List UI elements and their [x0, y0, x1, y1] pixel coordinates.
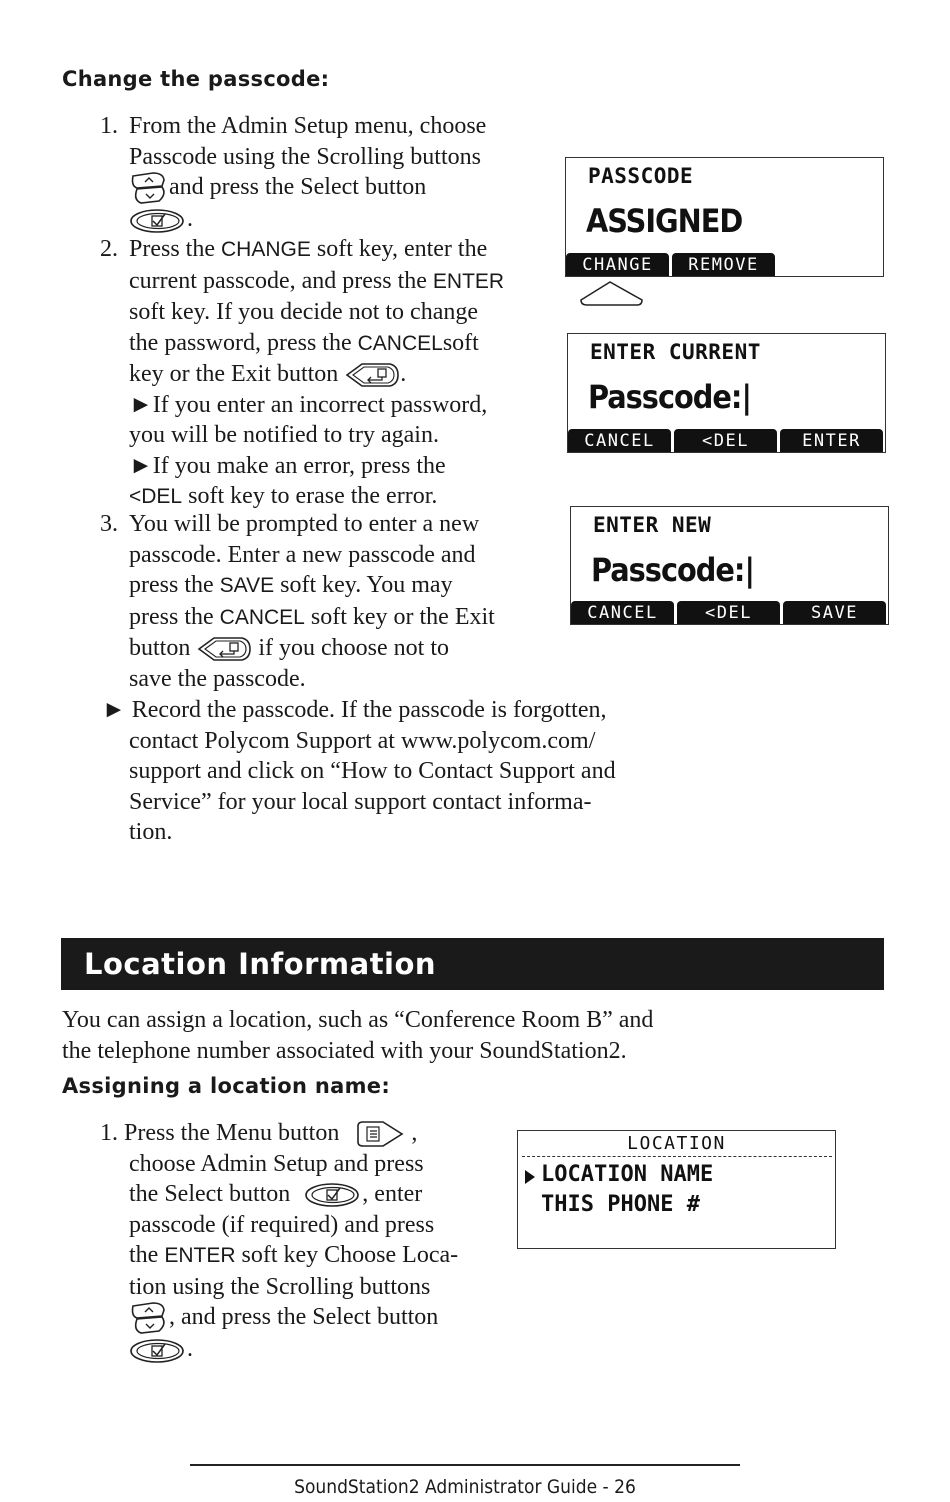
- step-text: , enter: [362, 1181, 423, 1207]
- step-text: soft key or the Exit: [304, 603, 495, 630]
- pointer-arrow-icon: [579, 280, 645, 308]
- step-text: soft: [442, 329, 479, 356]
- lcd-line-1: PASSCODE: [588, 164, 694, 188]
- softkey-del[interactable]: <DEL: [674, 429, 777, 452]
- step-text: soft key, enter the: [310, 236, 488, 262]
- step-text: soft key. If you decide not to change: [129, 299, 478, 325]
- softkey-row: [571, 601, 886, 624]
- softkey-cancel[interactable]: CANCEL: [571, 601, 674, 624]
- step-text: ►If you make an error, press the: [129, 452, 446, 479]
- softkey-cancel[interactable]: CANCEL: [568, 429, 671, 452]
- step-text: From the Admin Setup menu, choose: [129, 113, 487, 139]
- step-text: tion using the Scrolling buttons: [129, 1273, 431, 1300]
- footer-divider: [190, 1464, 740, 1466]
- note-text: tion.: [129, 819, 173, 845]
- step-text: passcode. Enter a new passcode and: [129, 541, 476, 568]
- step-3: [100, 509, 495, 694]
- softkey-enter[interactable]: ENTER: [780, 429, 883, 452]
- softkey-name: CANCEL: [219, 605, 305, 629]
- step-text: You will be prompted to enter a new: [129, 511, 480, 537]
- section-title: Location Information: [84, 947, 437, 981]
- scroll-buttons-icon: [129, 1302, 169, 1334]
- step-text: the password, press the: [129, 329, 358, 356]
- subheading: Assigning a location name:: [62, 1074, 391, 1098]
- step-number: 2.: [100, 236, 118, 262]
- step-text: Passcode using the Scrolling buttons: [129, 143, 481, 170]
- step-text: save the passcode.: [129, 665, 306, 692]
- softkey-name: CANCEL: [357, 331, 443, 355]
- lcd-passcode-screen: [565, 157, 884, 277]
- note-text: support and click on “How to Contact Support and: [129, 758, 616, 784]
- lcd-location-screen: [517, 1130, 836, 1249]
- step-2: [100, 234, 504, 513]
- step-text: , and press the Select button: [169, 1304, 439, 1330]
- exit-button-icon: [196, 635, 252, 663]
- step-text: current passcode, and press the: [129, 267, 433, 294]
- page-footer: SoundStation2 Administrator Guide - 26: [294, 1476, 636, 1498]
- note-text: ► Record the passcode. If the passcode is forgotten,: [102, 697, 607, 723]
- step-text: soft key to erase the error.: [182, 483, 438, 509]
- step-text: press the: [129, 603, 220, 630]
- select-button-icon: [304, 1182, 362, 1208]
- punctuation: .: [400, 361, 407, 387]
- step-text: the: [129, 1242, 165, 1268]
- step-text: soft key Choose Loca-: [235, 1242, 459, 1268]
- step-text: key or the Exit button: [129, 361, 339, 387]
- lcd-line-2: Passcode:|: [588, 378, 751, 416]
- punctuation: ,: [405, 1120, 418, 1146]
- lcd-enter-new-screen: [570, 506, 889, 625]
- lcd-line-2: ASSIGNED: [586, 202, 743, 240]
- step-text: if you choose not to: [252, 635, 449, 661]
- lcd-line-2: Passcode:|: [591, 551, 754, 589]
- step-number: 3.: [100, 511, 118, 537]
- menu-button-icon: [355, 1120, 405, 1148]
- softkey-name: SAVE: [219, 574, 275, 597]
- select-button-icon: [129, 1338, 187, 1364]
- lcd-line-1: ENTER NEW: [593, 513, 712, 537]
- selection-cursor-icon: [524, 1169, 536, 1185]
- step-text: and press the Select button: [169, 174, 427, 200]
- menu-item-this-phone[interactable]: THIS PHONE #: [541, 1192, 700, 1217]
- step-text: soft key. You may: [274, 572, 453, 598]
- softkey-del[interactable]: <DEL: [677, 601, 780, 624]
- scroll-buttons-icon: [129, 172, 169, 204]
- record-passcode-note: [102, 695, 616, 848]
- lcd-divider: [522, 1156, 832, 1157]
- intro-text: You can assign a location, such as “Conference Room B” and: [62, 1007, 654, 1033]
- section-title-bar: [61, 938, 884, 990]
- section-heading: Change the passcode:: [62, 67, 330, 91]
- softkey-save[interactable]: SAVE: [783, 601, 886, 624]
- softkey-remove[interactable]: REMOVE: [672, 253, 775, 276]
- step-text: you will be notified to try again.: [129, 422, 439, 448]
- punctuation: .: [187, 1336, 193, 1363]
- step-text: passcode (if required) and press: [129, 1211, 435, 1238]
- punctuation: .: [187, 206, 193, 233]
- softkey-name: <DEL: [129, 485, 183, 508]
- softkey-row: [568, 429, 883, 452]
- step-text: press the: [129, 572, 220, 598]
- exit-button-icon: [344, 361, 400, 389]
- softkey-row: [566, 253, 775, 276]
- softkey-name: ENTER: [164, 1244, 236, 1267]
- step-1: [100, 111, 486, 235]
- select-button-icon: [129, 208, 187, 234]
- location-step-1: [100, 1118, 458, 1365]
- step-text: choose Admin Setup and press: [129, 1150, 424, 1177]
- step-text: 1. Press the Menu button: [100, 1120, 340, 1146]
- lcd-menu-title: LOCATION: [627, 1133, 726, 1154]
- softkey-change[interactable]: CHANGE: [566, 253, 669, 276]
- step-text: Press the: [129, 236, 221, 262]
- step-text: button: [129, 635, 191, 661]
- step-text: the Select button: [129, 1181, 291, 1207]
- softkey-name: CHANGE: [221, 238, 311, 261]
- softkey-name: ENTER: [432, 269, 505, 293]
- note-text: Service” for your local support contact informa-: [129, 788, 592, 815]
- lcd-enter-current-screen: [567, 333, 886, 453]
- lcd-line-1: ENTER CURRENT: [590, 340, 761, 364]
- location-intro: [62, 1005, 653, 1066]
- step-number: 1.: [100, 113, 118, 139]
- step-text: ►If you enter an incorrect password,: [129, 391, 488, 418]
- menu-item-location-name[interactable]: LOCATION NAME: [541, 1162, 714, 1187]
- note-text: contact Polycom Support at www.polycom.com/: [129, 727, 596, 754]
- intro-text: the telephone number associated with your SoundStation2.: [62, 1037, 627, 1064]
